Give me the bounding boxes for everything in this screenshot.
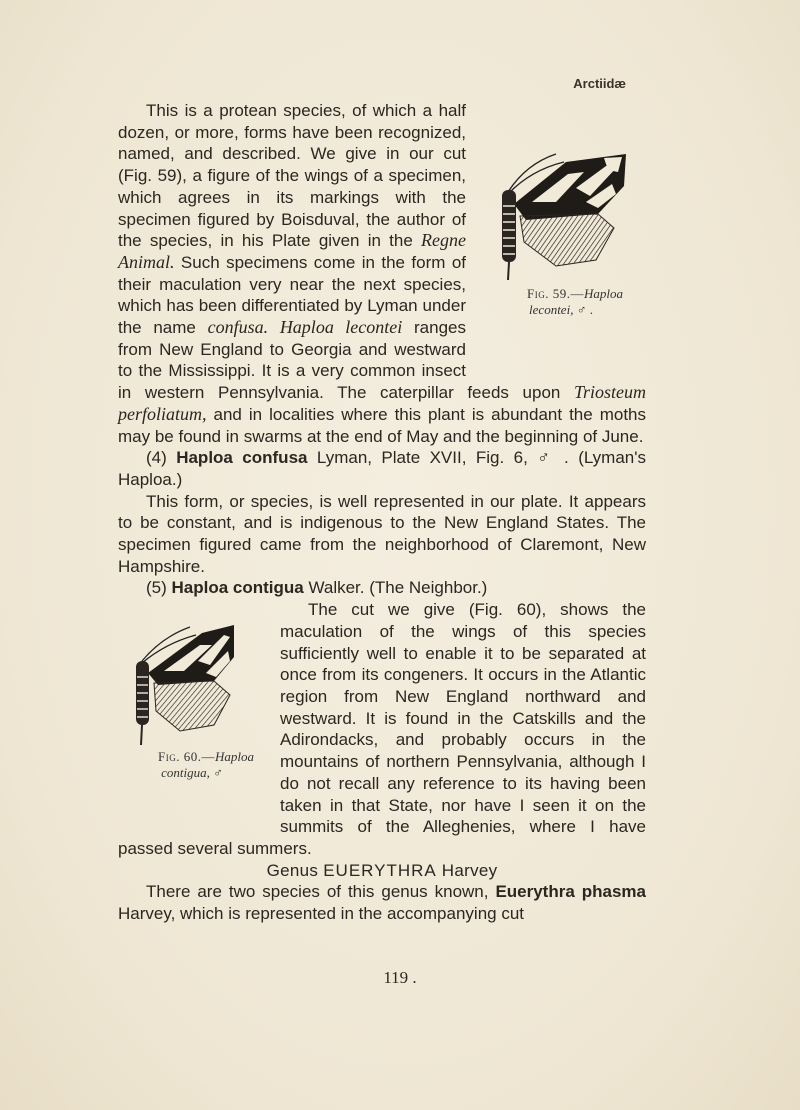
genus-heading-authority: Harvey	[436, 860, 498, 880]
genus-heading-prefix: Genus	[266, 860, 324, 880]
figure-59-caption: Fig. 59.—Haploa lecontei, ♂ .	[527, 286, 623, 317]
page-number: 119 .	[383, 968, 417, 987]
paragraph-euerythra	[118, 881, 646, 924]
para1-haploa-lecontei: Haploa lecontei	[279, 317, 403, 338]
moth-illustration-fig59	[486, 144, 636, 284]
entry-haploa-confusa	[118, 447, 646, 490]
figure-59-species: Haploa lecontei	[529, 286, 623, 317]
para3-text: The cut we give (Fig. 60), shows the maculation of the wings of this species sufficiently well to enable it to be separated at once from its congeners. It occurs in the Atlantic region from New England northward and westward. It is found in the Catskills and the Adirondacks, and probably occurs in the mountains of northern Pennsylvania, although I do not recall any reference to its having been taken in that State, nor have I seen it on the summits of the Alleghenies, where I have passed several summers.	[118, 600, 646, 858]
para1-text-b: Such specimens come in the form of their maculation very near the next species, which has been differentiated by Lyman under the name	[118, 252, 466, 338]
entry4-number: (4)	[146, 448, 177, 468]
para1-text-a: This is a protean species, of which a half dozen, or more, forms have been recognized, named, and described. We give in our cut (Fig. 59), a figure of the wings of a specimen, which agrees in its markings with the specimen figured by Boisduval, the author of the species, in his Plate given in the	[118, 101, 466, 251]
para1-confusa: confusa.	[207, 317, 269, 338]
body-text	[118, 100, 646, 925]
figure-59-sex: ♂ .	[576, 302, 593, 317]
genus-heading-name: EUERYTHRA	[323, 860, 437, 880]
paragraph-haploa-lecontei	[118, 100, 646, 447]
entry-haploa-contigua	[118, 577, 646, 599]
figure-60-species: Haploa contigua	[161, 749, 254, 781]
moth-illustration-fig60	[128, 621, 258, 751]
paragraph-haploa-confusa: This form, or species, is well represented in our plate. It appears to be constant, and is indigenous to the New England States. The specimen figured came from the neighborhood of Claremont, New Hampshire.	[118, 491, 646, 576]
entry5-authority: Walker. (The Neighbor.)	[303, 578, 488, 598]
genus-heading	[118, 860, 646, 882]
para1-triosteum: Triosteum perfoliatum,	[118, 382, 646, 424]
figure-59-label: Fig. 59.—	[527, 286, 584, 301]
para1-regne-animal: Regne Animal.	[118, 230, 466, 272]
para4-text-a: There are two species of this genus known,	[146, 882, 496, 902]
entry5-species-name: Haploa contigua	[171, 578, 304, 598]
paragraph-haploa-contigua	[118, 599, 646, 859]
para4-text-b: Harvey, which is represented in the accompanying cut	[118, 904, 524, 924]
entry4-authority: Lyman, Plate XVII, Fig. 6, ♂ . (Lyman's Haploa.)	[118, 448, 646, 489]
entry4-species-name: Haploa confusa	[176, 448, 308, 468]
figure-60-caption: Fig. 60.—Haploa contigua, ♂	[158, 749, 254, 781]
para4-species-name: Euerythra phasma	[495, 882, 646, 902]
para1-text-d: and in localities where this plant is abundant the moths may be found in swarms at the end of May and the beginning of June.	[118, 404, 646, 446]
figure-59	[476, 144, 646, 370]
para1-text-c: ranges from New England to Georgia and westward to the Mississippi. It is a very common insect in western Pennsylvania. The caterpillar feeds upon	[118, 318, 574, 403]
figure-60-label: Fig. 60.—	[158, 749, 215, 765]
figure-60-sex: ♂	[213, 765, 223, 781]
figure-60	[118, 621, 266, 837]
entry5-number: (5)	[146, 578, 172, 598]
running-head: Arctiidæ	[573, 76, 626, 91]
